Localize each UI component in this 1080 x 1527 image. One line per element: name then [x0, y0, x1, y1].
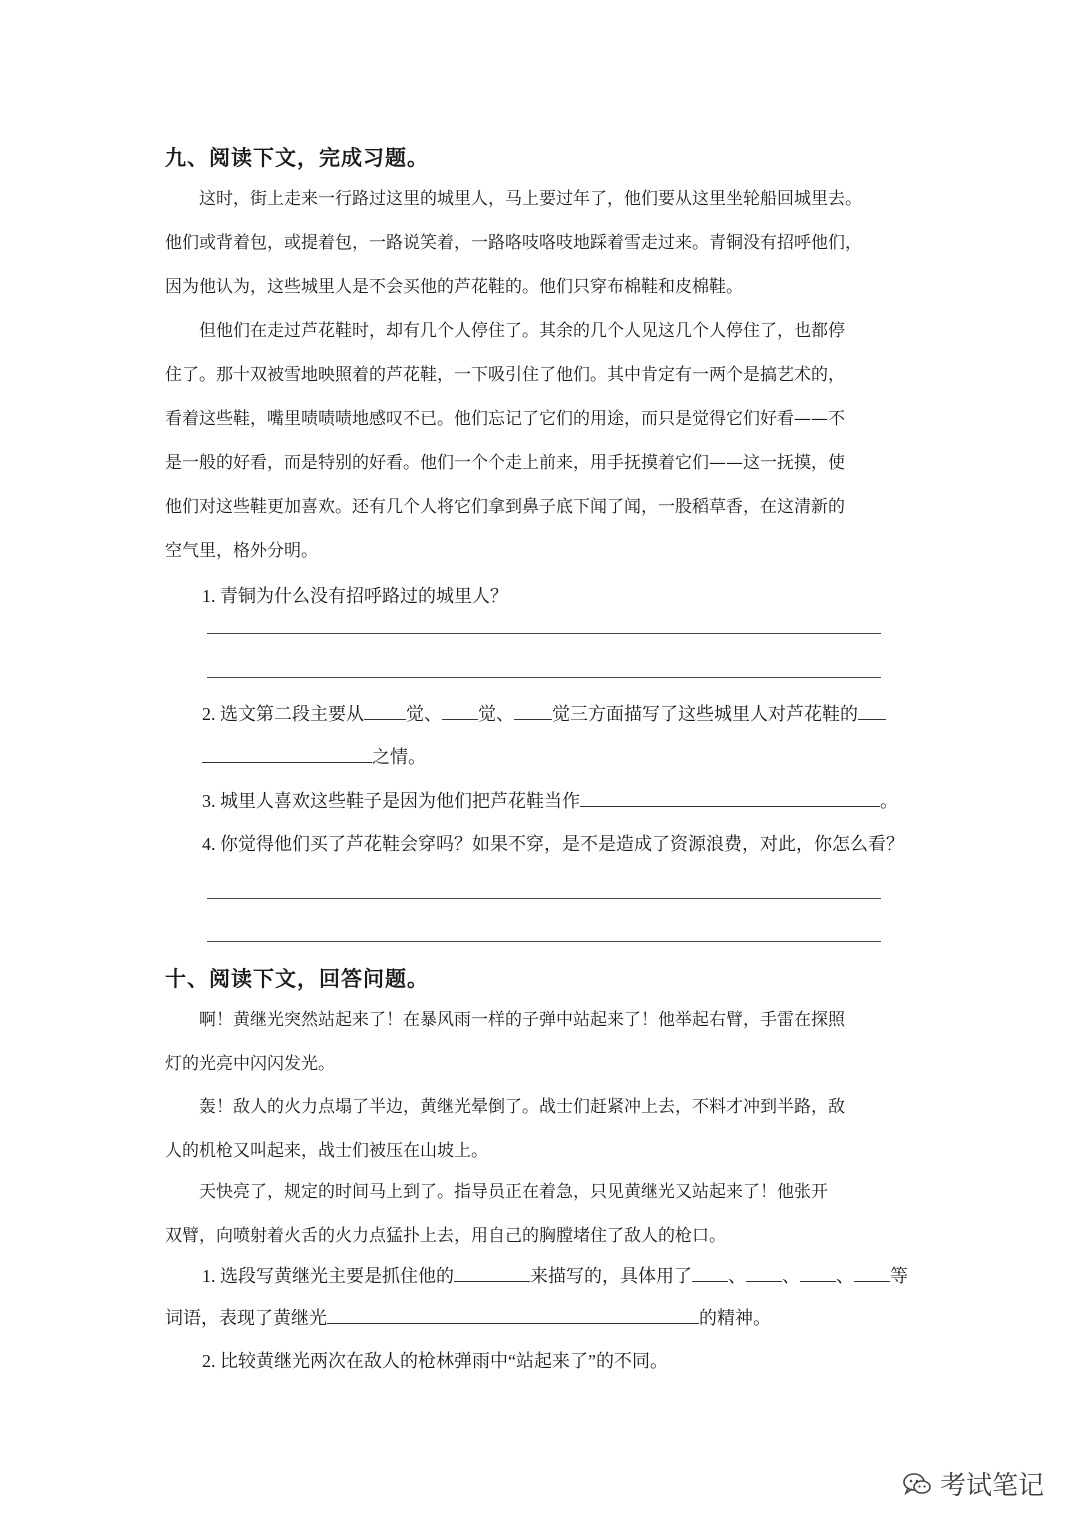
answer-blank[interactable] [514, 703, 552, 720]
passage-line: 是一般的好看，而是特别的好看。他们一个个走上前来，用手抚摸着它们——这一抚摸，使 [165, 453, 845, 473]
answer-blank[interactable] [800, 1265, 836, 1282]
answer-blank[interactable] [854, 1265, 890, 1282]
answer-blank[interactable] [692, 1265, 728, 1282]
section-9-heading: 九、阅读下文，完成习题。 [165, 146, 429, 170]
wechat-icon [902, 1471, 932, 1497]
question-10-1: 1. 选段写黄继光主要是抓住他的 来描写的，具体用了 、 、 、 等 [202, 1266, 908, 1286]
answer-line[interactable] [207, 898, 881, 899]
answer-blank[interactable] [454, 1265, 530, 1282]
answer-line[interactable] [207, 677, 881, 678]
watermark [902, 1465, 1044, 1502]
answer-blank[interactable] [202, 746, 372, 763]
passage-line: 啊！黄继光突然站起来了！在暴风雨一样的子弹中站起来了！他举起右臂，手雷在探照 [165, 1010, 845, 1030]
question-9-1: 1. 青铜为什么没有招呼路过的城里人？ [202, 586, 508, 606]
passage-line: 灯的光亮中闪闪发光。 [165, 1054, 335, 1074]
passage-line: 双臂，向喷射着火舌的火力点猛扑上去，用自己的胸膛堵住了敌人的枪口。 [165, 1226, 726, 1246]
answer-blank[interactable] [364, 703, 406, 720]
question-9-2: 2. 选文第二段主要从 觉、 觉、 觉三方面描写了这些城里人对芦花鞋的 [202, 703, 886, 725]
passage-line: 轰！敌人的火力点塌了半边，黄继光晕倒了。战士们赶紧冲上去，不料才冲到半路，敌 [165, 1097, 845, 1117]
passage-line: 这时，街上走来一行路过这里的城里人，马上要过年了，他们要从这里坐轮船回城里去。 [165, 189, 862, 209]
question-9-3: 3. 城里人喜欢这些鞋子是因为他们把芦花鞋当作 。 [202, 791, 898, 811]
question-9-4: 4. 你觉得他们买了芦花鞋会穿吗？如果不穿，是不是造成了资源浪费，对此，你怎么看？ [202, 834, 904, 854]
answer-blank[interactable] [442, 703, 478, 720]
passage-line: 但他们在走过芦花鞋时，却有几个人停住了。其余的几个人见这几个人停住了，也都停 [165, 321, 845, 341]
answer-line[interactable] [207, 941, 881, 942]
passage-line: 他们对这些鞋更加喜欢。还有几个人将它们拿到鼻子底下闻了闻，一股稻草香，在这清新的 [165, 497, 845, 517]
question-9-2-cont: 之情。 [202, 746, 426, 768]
question-10-1-cont: 词语，表现了黄继光 的精神。 [165, 1308, 771, 1328]
passage-line: 空气里，格外分明。 [165, 541, 318, 561]
answer-blank[interactable] [327, 1307, 699, 1324]
passage-line: 因为他认为，这些城里人是不会买他的芦花鞋的。他们只穿布棉鞋和皮棉鞋。 [165, 277, 743, 297]
question-10-2: 2. 比较黄继光两次在敌人的枪林弹雨中“站起来了”的不同。 [202, 1351, 668, 1371]
answer-line[interactable] [207, 633, 881, 634]
section-10-heading: 十、阅读下文，回答问题。 [165, 967, 429, 991]
passage-line: 住了。那十双被雪地映照着的芦花鞋，一下吸引住了他们。其中肯定有一两个是搞艺术的， [165, 365, 845, 385]
answer-blank[interactable] [858, 703, 886, 720]
answer-blank[interactable] [746, 1265, 782, 1282]
passage-line: 他们或背着包，或提着包，一路说笑着，一路咯吱咯吱地踩着雪走过来。青铜没有招呼他们， [165, 233, 862, 253]
watermark-text: 考试笔记 [940, 1471, 1045, 1501]
passage-line: 天快亮了，规定的时间马上到了。指导员正在着急，只见黄继光又站起来了！他张开 [165, 1182, 828, 1202]
answer-blank[interactable] [580, 790, 880, 807]
passage-line: 看着这些鞋，嘴里啧啧啧地感叹不已。他们忘记了它们的用途，而只是觉得它们好看——不 [165, 409, 845, 429]
passage-line: 人的机枪又叫起来，战士们被压在山坡上。 [165, 1141, 488, 1161]
